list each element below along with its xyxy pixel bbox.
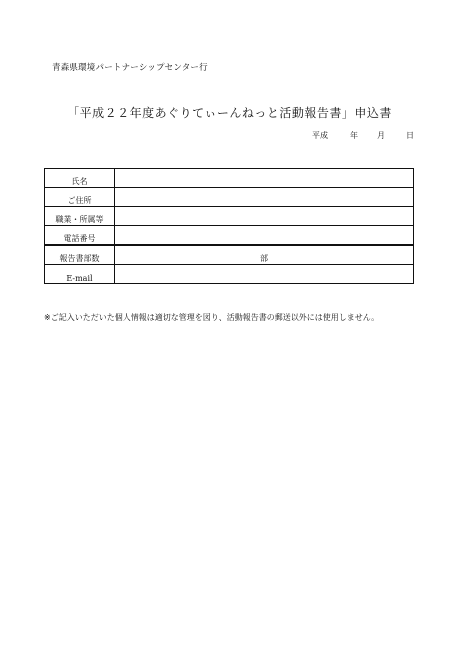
address-field[interactable]: [115, 188, 414, 207]
form-row-address: [45, 188, 414, 207]
date-day-label: 日: [406, 131, 414, 140]
form-row-phone: [45, 226, 414, 246]
privacy-note: ※ご記入いただいた個人情報は適切な管理を図り、活動報告書の郵送以外には使用しません。: [44, 313, 380, 322]
form-row-name: [45, 169, 414, 188]
addressee-line: 青森県環境パートナーシップセンター行: [52, 63, 208, 73]
address-label: ご住所: [45, 188, 115, 207]
date-line: [312, 130, 422, 140]
application-form-table: [44, 168, 414, 284]
phone-label: 電話番号: [45, 226, 115, 246]
copies-field[interactable]: 部: [115, 245, 414, 265]
email-field[interactable]: [115, 265, 414, 284]
date-month-label: 月: [377, 131, 385, 140]
document-title: 「平成２２年度あぐりてぃーんねっと活動報告書」申込書: [67, 106, 392, 120]
form-row-email: [45, 265, 414, 284]
occupation-field[interactable]: [115, 207, 414, 226]
form-row-occupation: [45, 207, 414, 226]
date-year-label: 年: [350, 131, 358, 140]
phone-field[interactable]: [115, 226, 414, 246]
name-label: 氏名: [45, 169, 115, 188]
occupation-label: 職業・所属等: [45, 207, 115, 226]
form-row-copies: [45, 245, 414, 265]
date-era-label: 平成: [312, 131, 328, 140]
email-label: E-mail: [45, 265, 115, 284]
name-field[interactable]: [115, 169, 414, 188]
copies-label: 報告書部数: [45, 245, 115, 265]
